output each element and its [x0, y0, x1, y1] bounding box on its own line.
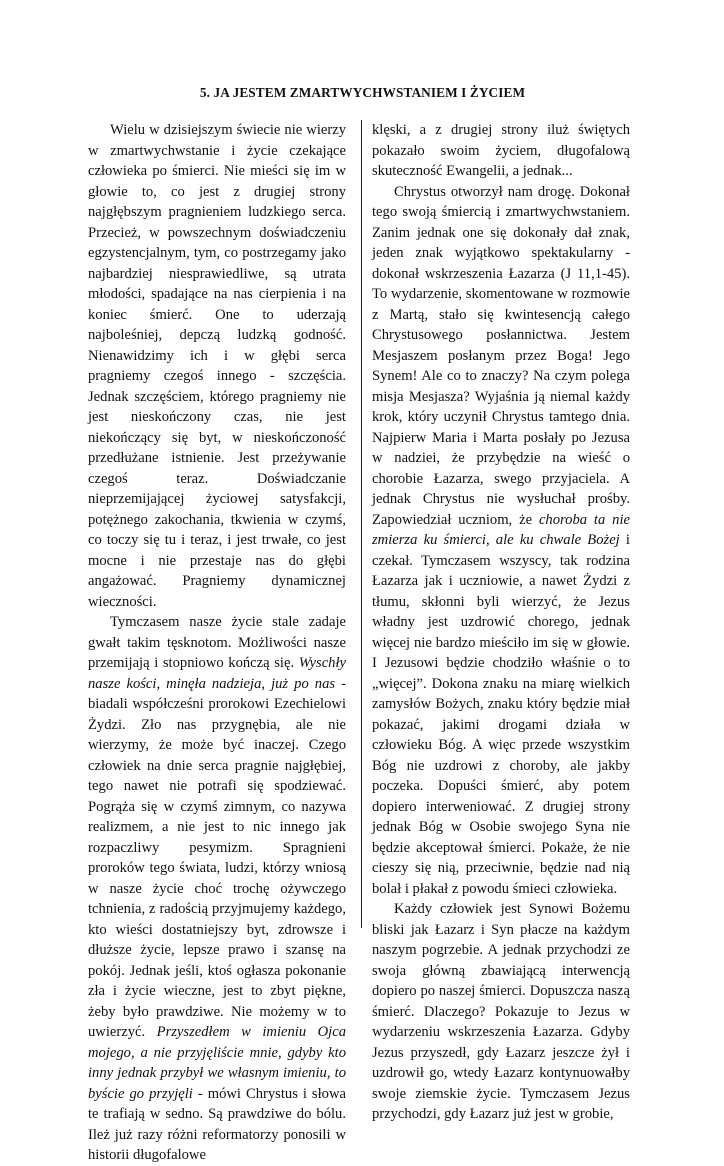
paragraph	[372, 182, 630, 900]
left-column	[88, 120, 346, 1166]
text-run: - mówi Chrystus i słowa te trafiają w sedno. Są prawdziwe do bólu. Ileż już razy różni reformatorzy ponosili w historii długofalowe	[88, 1085, 346, 1163]
column-divider	[361, 120, 362, 928]
right-column	[372, 120, 630, 1125]
text-run: i czekał. Tymczasem wszyscy, tak rodzina Łazarza jak i uczniowie, a nawet Żydzi z tłumu, skłonni byli wierzyć, że Jezus władny jest uzdrowić chorego, jednak więcej nie bardzo mieściło im się w głowie. I Jezusowi będzie chodziło właśnie o to „więcej”. Dokona znaku na miarę wielkich zamysłów Bożych, znaku który będzie miał pokazać, jakimi drogami działa w człowieku Bóg. A więc przede wszystkim Bóg nie uzdrowi z choroby, ale jakby poczeka. Dopuści śmierć, aby potem dopiero interweniować. Z drugiej strony jednak Bóg w Osobie swojego Syna nie będzie akceptował śmierci. Pokaże, że nie cieszy się nią, przeciwnie, będzie nad nią bolał i płakał z powodu śmieci człowieka.	[372, 532, 630, 897]
paragraph: Każdy człowiek jest Synowi Bożemu bliski jak Łazarz i Syn płacze na każdym naszym pogrzebie. A jednak przychodzi ze swoja główną zbawiającą interwencją dopiero po naszej śmierci. Dopuszcza naszą śmierć. Dlaczego? Pokazuje to Jezus w wydarzeniu wskrzeszenia Łazarza. Gdyby Jezus przyszedł, gdy Łazarz jeszcze żył i uzdrowił go, wtedy Łazarz kontynuowałby swoje ziemskie życie. Tymczasem Jezus przychodzi, gdy Łazarz już jest w grobie,	[372, 901, 630, 1122]
text-run: Chrystus otworzył nam drogę. Dokonał tego swoją śmiercią i zmartwychwstaniem. Zanim jednak one się dokonały dał znak, jeden znak wyjątkowo spektakularny - dokonał wskrzeszenia Łazarza (J 11,1-45). To wydarzenie, skomentowane w rozmowie z Martą, stało się kwintesencją całego Chrystusowego posłannictwa. Jestem Mesjaszem posłanym przez Boga! Jego Synem! Ale co to znaczy? Na czym polega misja Mesjasza? Wyjaśnia ją niemal każdy krok, który uczynił Chrystus tamtego dnia. Najpierw Maria i Marta posłały po Jezusa w nadziei, że przybędzie na wieść o chorobie Łazarza, swego przyjaciela. A jednak Chrystus nie wysłuchał prośby. Zapowiedział uczniom, że	[372, 183, 630, 528]
paragraph: klęski, a z drugiej strony iluż świętych pokazało swoim życiem, długofalową skuteczność Ewangelii, a jednak...	[372, 122, 630, 179]
page-title: 5. JA JESTEM ZMARTWYCHWSTANIEM I ŻYCIEM	[199, 85, 526, 100]
scripture-quote: choroba ta nie zmierza ku śmierci, ale ku chwale Bożej	[372, 511, 630, 548]
text-run: - biadali współcześni prorokowi Ezechielowi Żydzi. Zło nas przygnębia, ale nie wierzymy, że może być inaczej. Czego człowiek na dnie serca pragnie najgłębiej, tego nawet nie potrafi się spodziewać. Pogrąża się w czymś zimnym, co nazywa realizmem, a nie jest to nic innego jak rozpaczliwy pesymizm. Spragnieni proroków tego świata, ludzi, którzy wniosą w nasze życie choć trochę ożywczego tchnienia, z radością przyjmujemy każdego, kto wieści dostatniejszy byt, zdrowsze i dłuższe życie, lepsze prawo i szansę na pokój. Jednak jeśli, ktoś ogłasza pokonanie zła i życie wieczne, jest to zbyt piękne, żeby było prawdziwe. Nie możemy w to uwierzyć.	[88, 675, 346, 1040]
paragraph: Wielu w dzisiejszym świecie nie wierzy w zmartwychwstanie i życie czekające człowieka po śmierci. Nie mieści się im w głowie to, co jest z drugiej strony najgłębszym pragnieniem ludzkiego serca. Przecież, w powszechnym doświadczeniu egzystencjalnym, tym, co postrzegamy jako najbardziej niesprawiedliwe, są utrata młodości, spadające na nas cierpienia i na koniec śmierć. One to uderzają najboleśniej, depczą ludzką godność. Nienawidzimy ich i w głębi serca pragniemy czegoś innego - szczęścia. Jednak szczęściem, którego pragniemy nie jest nieskończony czas, nie jest niekończący się byt, w nieskończoność przedłużane istnienie. Jest przeżywanie czegoś teraz. Doświadczanie nieprzemijającej życiowej satysfakcji, potężnego zakochania, tkwienia w czymś, co toczy się tu i teraz, i jest trwałe, co jest mocne i nie przestaje nas do głębi angażować. Pragniemy dynamicznej wieczności.	[88, 122, 346, 610]
text-run: Tymczasem nasze życie stale zadaje gwałt takim tęsknotom. Możliwości nasze przemijają i stopniowo kończą się.	[88, 614, 346, 671]
scripture-quote: Wyschły nasze kości, minęła nadzieja, już po nas	[88, 655, 346, 692]
paragraph	[88, 612, 346, 1166]
scripture-quote: Przyszedłem w imieniu Ojca mojego, a nie przyjęliście mnie, gdyby kto inny jednak przybył we własnym imieniu, to byście go przyjęli	[88, 1024, 346, 1102]
